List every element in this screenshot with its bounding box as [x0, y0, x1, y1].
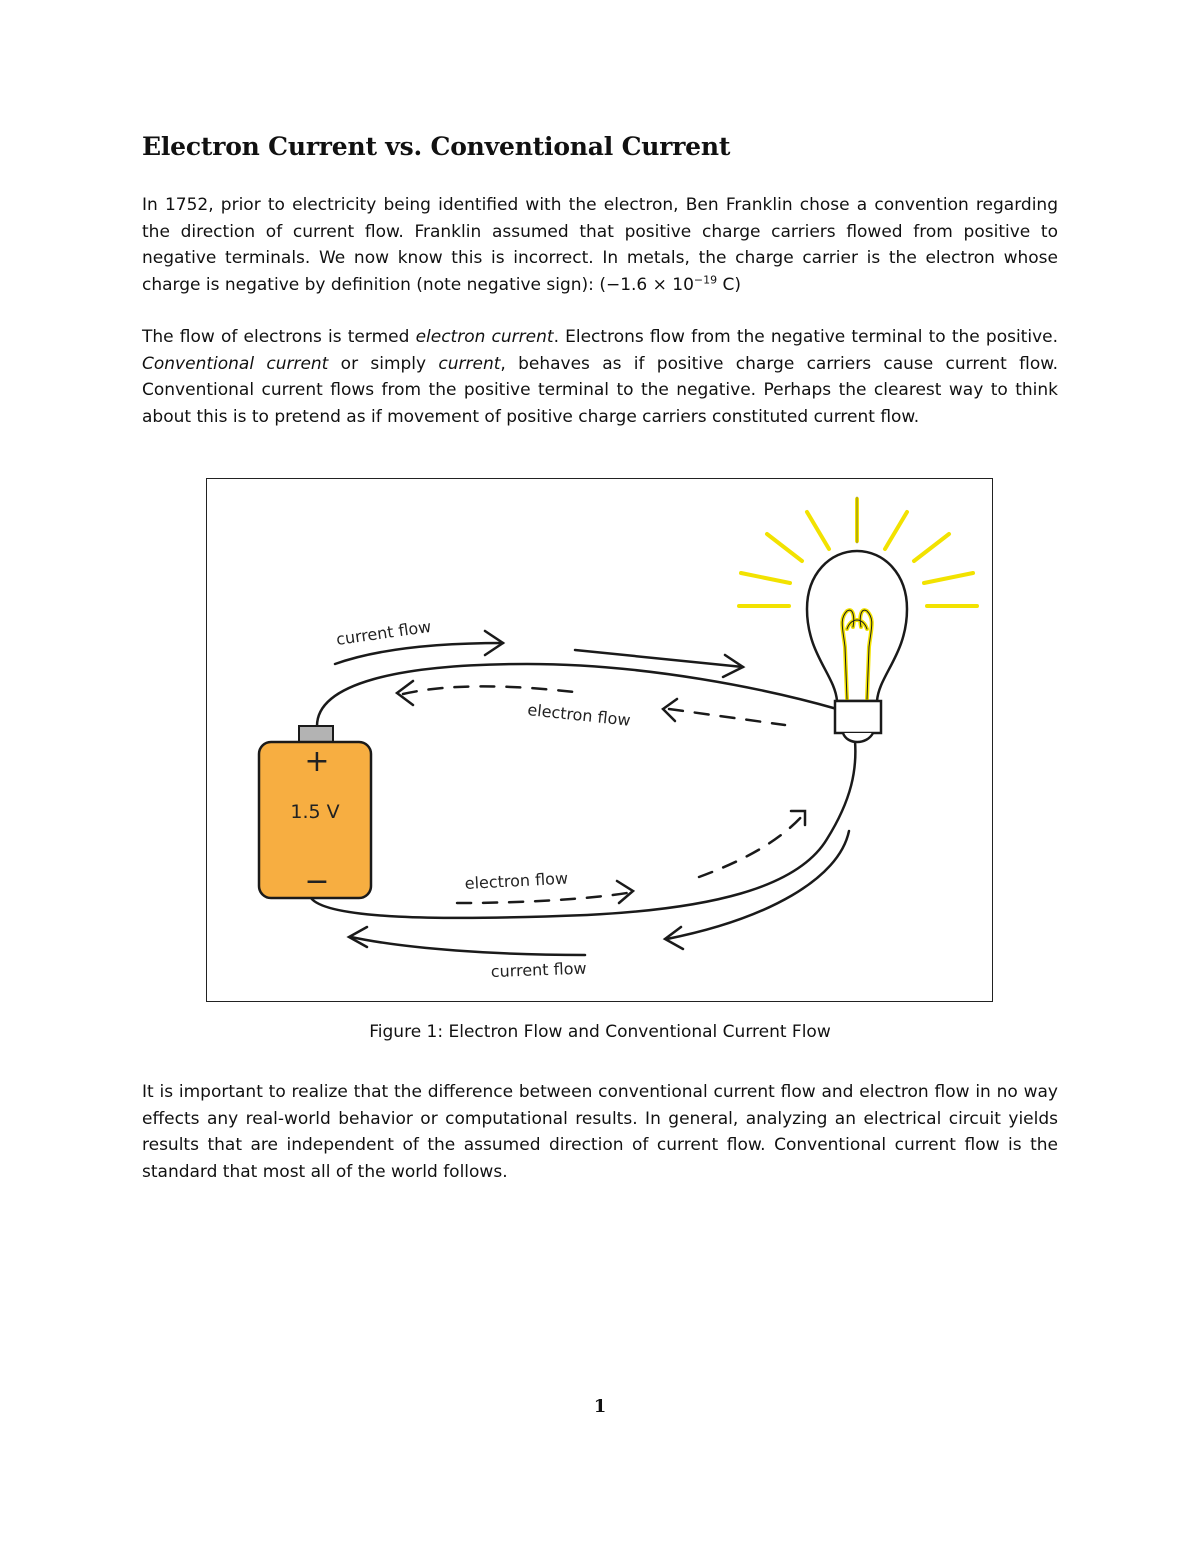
battery-voltage-label: 1.5 V	[290, 801, 340, 823]
ray	[767, 534, 802, 561]
definitions-text-4: , behaves as if positive charge carriers cause current flow. Conventional current flows from the positive terminal to the negative. Perhaps the clearest way to think about this is to pretend as if movement of positive charge carriers constituted current flow.	[142, 353, 1058, 427]
electron-arrow-bottom-left-head	[617, 881, 633, 903]
bulb-glass	[807, 551, 907, 701]
circuit-figure	[206, 478, 993, 1002]
label-electron-flow-top: electron flow	[526, 700, 632, 730]
ray	[885, 512, 907, 549]
bulb-tip	[843, 733, 873, 742]
charge-formula-base: (−1.6 × 10	[599, 274, 694, 295]
page-number: 1	[593, 1396, 607, 1417]
electron-arrow-top-right-shaft	[669, 709, 785, 725]
electron-arrow-bottom-left-shaft	[457, 893, 627, 903]
label-electron-flow-bottom: electron flow	[464, 868, 569, 893]
figure-caption: Figure 1: Electron Flow and Conventional Current Flow	[369, 1022, 831, 1042]
ray	[741, 573, 790, 583]
current-arrow-top-right-shaft	[575, 650, 743, 667]
circuit-diagram	[207, 479, 994, 1003]
definitions-text-1: The flow of electrons is termed	[142, 327, 416, 347]
term-conventional-current: Conventional current	[142, 353, 329, 374]
paragraph-history	[142, 192, 1058, 298]
term-current: current	[438, 353, 501, 374]
electron-arrow-top-left-shaft	[403, 686, 583, 694]
term-electron-current: electron current	[415, 327, 554, 347]
electron-arrow-bottom-right-head	[791, 811, 805, 825]
ray	[924, 573, 973, 583]
wire-bottom	[311, 741, 855, 918]
label-current-flow-bottom: current flow	[490, 958, 587, 981]
battery-negative-sign: −	[304, 864, 330, 899]
paragraph-definitions	[142, 324, 1058, 430]
page-title: Electron Current vs. Conventional Current	[142, 132, 731, 161]
current-arrow-top-shaft	[335, 643, 503, 664]
electron-arrow-bottom-right-shaft	[699, 815, 803, 877]
bulb-base	[835, 701, 881, 733]
current-arrow-bottom-left-shaft	[351, 937, 585, 955]
battery-positive-sign: +	[304, 744, 330, 779]
current-flow-arrow-bottom	[349, 831, 849, 955]
charge-formula-unit: C)	[717, 274, 742, 295]
definitions-text-3: or simply	[328, 353, 439, 374]
ray	[914, 534, 949, 561]
ray	[807, 512, 829, 549]
label-current-flow-top: current flow	[334, 616, 433, 649]
paragraph-conclusion: It is important to realize that the difference between conventional current flow and electron flow in no way effects any real-world behavior or computational results. In general, analyzing an electrical circuit yields results that are independent of the assumed direction of current flow. Conventional current flow is the standard that most all of the world follows.	[142, 1082, 1058, 1182]
definitions-text-2: . Electrons flow from the negative terminal to the positive.	[553, 327, 1058, 347]
charge-formula-exponent: −19	[693, 272, 718, 286]
paragraph-history-text: In 1752, prior to electricity being identified with the electron, Ben Franklin chose a convention regarding the direction of current flow. Franklin assumed that positive charge carriers flowed from positive to negative terminals. We now know this is incorrect. In metals, the charge carrier is the electron whose charge is negative by definition (note negative sign):	[142, 195, 1058, 295]
